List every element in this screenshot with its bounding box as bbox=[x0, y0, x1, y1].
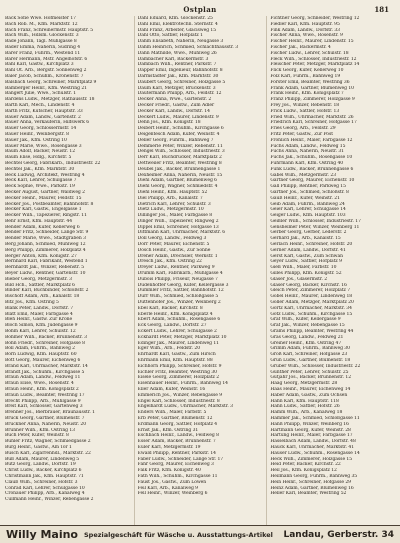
directory-entry: Bauer Adam, Landw., Gartenstr. 2 bbox=[5, 114, 81, 120]
directory-entry: Bechtel Jak., Kfm. Marktstr. 30 bbox=[5, 166, 75, 172]
directory-entry: Doll Georg, Landw., Feldweg 3 bbox=[137, 236, 207, 242]
directory-entry: Braun Ludw., Beamter, Westring 17 bbox=[5, 392, 85, 398]
directory-entry: Erb Peter, Gärtner, Blumenstr. 12 bbox=[137, 415, 213, 421]
directory-entry: Fischer Ludw., Lehrer, Schulstr. 18 bbox=[270, 50, 349, 56]
directory-entry: Burg Heinr., Gastw., Am Tor 1 bbox=[5, 444, 72, 450]
directory-entry: Göller Adam, Metzger, Marktplatz 20 bbox=[270, 300, 354, 306]
directory-entry: Hauser Ludw., Schuhm., Rosengasse 14 bbox=[270, 450, 360, 456]
directory-entry: Gieß Wilh., Maler, Farbstr. 10 bbox=[270, 265, 337, 271]
directory-entry: Fink Adam, Landw., Dorfstr. 33 bbox=[270, 27, 340, 33]
directory-entry: Dapper Emil, Ingenieur, Bahnhofstr. 8 bbox=[137, 68, 223, 74]
directory-entry: Gleich Peter, Zimmerer, Holzplatz 7 bbox=[270, 288, 351, 294]
directory-entry: Bardens Ludw., Metzger, Rathausstr. 18 bbox=[5, 97, 95, 103]
directory-entry: Graf Wilh., Küfer, Kellergasse 9 bbox=[270, 317, 341, 323]
directory-entry: Gabel Wilh., Metzgermstr. 23 bbox=[270, 172, 337, 178]
directory-entry: Busch Karl, Zigarrenhdl., Marktstr. 22 bbox=[5, 450, 91, 456]
directory-entry: Bauer Jak., Kfm. Ostring 10 bbox=[5, 137, 67, 143]
directory-entry: Göbel Heinr., Maurer, Lindenweg 18 bbox=[270, 294, 353, 300]
directory-entry: Becker August, Gärtner, Waldweg 2 bbox=[5, 189, 85, 195]
directory-entry: Christmann Jak., Kfm. Hauptstr. 71 bbox=[5, 473, 84, 479]
directory-entry: Barth Fritz, Kutscher, Hauptstr. 33 bbox=[5, 108, 83, 114]
directory-entry: Christ Ludw., Bäcker, Kirchplatz 6 bbox=[5, 468, 82, 474]
directory-entry: Deckert Ludw., Maurer, Lindenstr. 9 bbox=[137, 114, 219, 120]
directory-entry: Binder Karl, Buchbinder, Schloßstr. 2 bbox=[5, 288, 89, 294]
directory-entry: Friedrich Karl, Schreiner, Hofgasse 17 bbox=[270, 120, 357, 126]
directory-entry: Gerhard Jak., Arb., Kanalstr. 15 bbox=[270, 236, 341, 242]
directory-entry: Bärer Franz, Fuhrm., Westend 11 bbox=[5, 50, 81, 56]
directory-entry: Dresch Jak., Kfm. Ostring 22 bbox=[137, 259, 202, 265]
directory-entry: Geib Adam, Fuhrm., Bahnweg 24 bbox=[270, 201, 345, 207]
directory-entry: Funk Ludw., Bäcker, Brunnengasse 6 bbox=[270, 166, 354, 172]
directory-entry: Dahl Emil, Elektrotechn. Sternstr. 4 bbox=[137, 21, 218, 27]
directory-entry: Brück Georg, Gärtner, Blumenstr. 7 bbox=[5, 415, 85, 421]
directory-entry: Beyer Ludw., Rentner, Gartenstr. 10 bbox=[5, 271, 86, 277]
directory-entry: Eckert Ludw., Lehrer, Schulgasse 2 bbox=[137, 329, 217, 335]
directory-entry: Hamm Wilh., Arb., Kanalweg 18 bbox=[270, 410, 343, 416]
directory-entry: Hasselbach Adam, Landw., Dorfstr. 48 bbox=[270, 439, 356, 445]
directory-entry: Becker Heinr., Maurer, Feldstr. 15 bbox=[5, 195, 82, 201]
directory-entry: Bechtel Georg, Fabrikarb., Industriestr. 22 bbox=[5, 160, 101, 166]
directory-entry: Blank Peter, Landw., Dorfstr. 7 bbox=[5, 305, 74, 311]
directory-entry: Bott Georg, Maurer, Eichenweg 6 bbox=[5, 358, 81, 364]
directory-entry: Brückner Anna, Näherin, Neustr. 20 bbox=[5, 421, 87, 427]
directory-entry: Eck Georg, Landw., Dorfstr. 27 bbox=[137, 323, 207, 329]
directory-entry: Faust Jos., Gastw., Zum Löwen bbox=[137, 479, 207, 485]
directory-entry: Buß Adam, Maurer, Lindenweg 5 bbox=[5, 456, 80, 462]
directory-entry: Dubois Philipp, Friseur, Neugasse 7 bbox=[137, 276, 218, 282]
directory-entry: Groß Karl, Schreiner, Hofgasse 23 bbox=[270, 352, 348, 358]
directory-entry: Dürr Wilh., Schmied, Schloßgasse 5 bbox=[137, 294, 219, 300]
directory-entry: Enders Wilh., Maler, Farbstr. 5 bbox=[137, 410, 207, 416]
directory-entry: Dahm Elisabeth, Näherin, Neugasse 3 bbox=[137, 39, 224, 45]
directory-entry: Braun Elise, Wwe., Rosenstr. 4 bbox=[5, 381, 74, 387]
directory-entry: Fuchs Adam, Landw., Feldweg 15 bbox=[270, 143, 346, 149]
page-header bbox=[5, 4, 395, 16]
directory-entry: Geier Karl, Lehrer, Schulgasse 14 bbox=[270, 207, 346, 213]
directory-entry: Bohn Friedr., Schreiner, Hofgasse 8 bbox=[5, 340, 85, 346]
directory-entry: Boll Adam, Fuhrm., Bahnweg 2 bbox=[5, 346, 75, 352]
directory-entry: Dillinger Jos., Maler, Farbgasse 8 bbox=[137, 213, 213, 219]
directory-entry: Frank Adam, Gärtner, Blumenweg 10 bbox=[270, 85, 354, 91]
page-number: 181 bbox=[374, 5, 389, 14]
directory-entry: Beck Ludwig, Architekt, Westring 4 bbox=[5, 172, 85, 178]
directory-entry: Barth Karl, Mech., Lindenstr. 4 bbox=[5, 102, 75, 108]
directory-entry: Gläser Georg, Bäcker, Kirchstr. 16 bbox=[270, 282, 347, 288]
directory-entry: Dümmler Fritz, Sattler, Bahnhofstr. 12 bbox=[137, 288, 224, 294]
directory-entry: Eisenhauer Heinr., Fuhrm., Bahnweg 14 bbox=[137, 381, 228, 387]
directory-entry: Dahm Heinrich, Schmied, Schlachthausstr. 3 bbox=[137, 44, 239, 50]
directory-entry: Blatt Emil, Maler, Farbgasse 4 bbox=[5, 311, 73, 317]
directory-entry: Becker Jos., Postbeamter, Bahnhofstr. 8 bbox=[5, 201, 94, 207]
directory-entry: Gall Philipp, Rentner, Parkweg 15 bbox=[270, 184, 346, 190]
directory-entry: Grams Philipp, Beamter, Westring 44 bbox=[270, 329, 354, 335]
directory-entry: Beck Karl, Lehrer, Schulgasse 7 bbox=[5, 178, 77, 184]
directory-entry: Frank Heinr., Kfm. Königsplatz 7 bbox=[270, 91, 344, 97]
directory-entry: Demmerle Peter, Winzer, Rebenstr. 11 bbox=[137, 143, 223, 149]
directory-entry: Greiner Heinr., Kfm. Ostring 47 bbox=[270, 340, 342, 346]
directory-entry: Braun Adam, Landw., Feldweg 11 bbox=[5, 375, 81, 381]
directory-entry: Dittmann Karl, Uhrmacher, Marktstr. 6 bbox=[137, 230, 226, 236]
directory-entry: Fuhrmann Karl, Kfm. Ostring 40 bbox=[270, 160, 344, 166]
directory-entry: Bärer Hermann, Mstr. Angelhofstr. 6 bbox=[5, 56, 88, 62]
directory-columns bbox=[5, 16, 395, 526]
directory-entry: Breit Karl, Schlosser, Gartenweg 3 bbox=[5, 404, 83, 410]
directory-entry: Cullmann Heinr., Winzer, Rebengasse 2 bbox=[5, 497, 94, 503]
directory-entry: Dettweiler Fritz, Beamter, Westring 8 bbox=[137, 160, 222, 166]
directory-entry: Bahl Ot. Arb., Bergstr. Sonnenweg 2 bbox=[5, 68, 87, 74]
directory-entry: Conrad Karl, Lehrer, Schulgasse 10 bbox=[5, 485, 85, 491]
directory-entry: Engelhardt Ludw., Uhrmacher, Marktstr. 3 bbox=[137, 404, 233, 410]
directory-entry: Fath Wilh., Schuhm., Kirchgasse 11 bbox=[137, 473, 218, 479]
directory-entry: Bahl Karl, Gastw., Kirchplatz 3 bbox=[5, 62, 74, 68]
directory-entry: Ehrmann Emil, Kfm. Hauptstr. 88 bbox=[137, 358, 213, 364]
directory-entry: Grün Ludw., Gärtner, Blumenstr. 18 bbox=[270, 358, 351, 364]
directory-entry: Hanß Philipp, Winzer, Weinberg 16 bbox=[270, 421, 349, 427]
directory-entry: Darmstädter Jak., Kfm. Marktstr. 30 bbox=[137, 73, 219, 79]
directory-entry: Hartung Heinr., Maler, Farbgasse 17 bbox=[270, 433, 353, 439]
directory-entry: Baum Adolf, Bäcker, Neustr. 12 bbox=[5, 149, 76, 155]
directory-entry: Dreyer Ludw., Rentner, Parkweg 9 bbox=[137, 265, 215, 271]
ad-brand: Willy Maino bbox=[6, 528, 78, 541]
directory-entry: Decker Karl, Landw., Dorfstr. 14 bbox=[137, 108, 210, 114]
directory-entry: Beck Sophie, Wwe., Parkstr. 19 bbox=[5, 184, 75, 190]
directory-entry: Eberle Heinr., Kfm. Königsplatz 4 bbox=[137, 311, 213, 317]
directory-entry: Gärtner Georg, Maurer, Eichenstr. 10 bbox=[270, 178, 355, 184]
directory-entry: Dreher Adam, Drechsler, Werkstr. 1 bbox=[137, 253, 218, 259]
directory-entry: Franz Philipp, Zimmerer, Holzgasse 9 bbox=[270, 97, 355, 103]
directory-column-3 bbox=[266, 16, 395, 526]
directory-entry: Baler Jacob, Schuhm., Kronenstr. 7 bbox=[5, 73, 84, 79]
directory-entry: Haag Georg, Metzgermstr. 28 bbox=[270, 381, 338, 387]
directory-entry: Deigentesch Adam, Küfer, Weinstr. 4 bbox=[137, 131, 220, 137]
directory-entry: Becker Wilh., Tapezierer, Ringstr. 11 bbox=[5, 213, 87, 219]
directory-entry: Bade Johann, Tagl. Mühlgasse 8 bbox=[5, 39, 77, 45]
directory-entry: Bamberger Heinr., Kfm. Westring 21 bbox=[5, 85, 87, 91]
directory-entry: Haas Heinr., Maurer, Eichenweg 14 bbox=[270, 387, 351, 392]
directory-entry: Eckhardt Peter, Metzger, Marktplatz 10 bbox=[137, 334, 227, 340]
directory-entry: Folz Karl, Fuhrm., Bahnweg 19 bbox=[270, 73, 341, 79]
directory-entry: Brecht Philipp, Arb., Mühlgasse 9 bbox=[5, 398, 81, 404]
directory-entry: Grimm Adam, Fuhrm., Bahnweg 30 bbox=[270, 346, 350, 352]
directory-entry: Bieber Georg, Metzgermstr. 3 bbox=[5, 276, 72, 282]
directory-entry: Bitz Jos., Kfm. Ostring 5 bbox=[5, 300, 59, 306]
directory-entry: Hartmann Georg, Küfer, Weinstr. 28 bbox=[270, 427, 351, 433]
directory-entry: Eger Wilh., Arb., Feldstr. 20 bbox=[137, 346, 201, 352]
directory-entry: Decker Friedr., Gastw., Zum Adler bbox=[137, 102, 215, 108]
directory-entry: Dosch Heinr., Gastw., Zur Sonne bbox=[137, 247, 211, 253]
directory-entry: Eichhorn Philipp, Schreiner, Hofstr. 9 bbox=[137, 363, 222, 369]
directory-entry: Back Sofie Wwe. Hofmeister 17 bbox=[5, 16, 76, 21]
directory-entry: Hauck Karl, Uhrmacher, Marktstr. 41 bbox=[270, 444, 355, 450]
directory-entry: Berg Philipp, Zimmerer, Holzplatz 4 bbox=[5, 247, 86, 253]
directory-entry: Emmerich Jos., Winzer, Rebengasse 9 bbox=[137, 392, 223, 398]
directory-entry: Feil Karl, Arb., Kanalweg 9 bbox=[137, 485, 198, 491]
directory-entry: Gärtner Jos., Schmied, Schloßstr. 8 bbox=[270, 189, 349, 195]
directory-entry: Bender Fritz, Schneider, Lange Str. 9 bbox=[5, 230, 89, 236]
directory-entry: Dahn Mathilde, Wwe., Mühlweg 26 bbox=[137, 50, 217, 56]
directory-entry: Dehn Jos., Kfm. Königstr. 18 bbox=[137, 120, 201, 126]
directory-entry: Fischer Jak., Bäckermstr. 4 bbox=[270, 44, 331, 50]
directory-entry: Geißler Wilh., Schlosser, Industriestr. 17 bbox=[270, 218, 361, 224]
directory-entry: Dexheimer Anna, Näherin, Neustr. 15 bbox=[137, 172, 223, 178]
directory-entry: Daum Karl, Metzger, Brückenstr. 3 bbox=[137, 85, 216, 91]
directory-entry: Faber Ludw., Schneider, Lange Str. 17 bbox=[137, 456, 224, 462]
directory-entry: Dengel Wilh., Schlosser, Industriestr. 3 bbox=[137, 149, 225, 155]
directory-entry: Brand Karl, Uhrmacher, Marktstr. 14 bbox=[5, 363, 88, 369]
directory-entry: Fell Heinr., Winzer, Weinberg 6 bbox=[137, 491, 208, 497]
directory-entry: Derr Karl, Buchdrucker, Marktplatz 2 bbox=[137, 155, 222, 161]
directory-entry: Eisele Georg, Zimmerer, Holzplatz 2 bbox=[137, 375, 220, 381]
directory-entry: Böhmer Wilh., Bäcker, Brunnenstr. 3 bbox=[5, 334, 87, 340]
directory-entry: Braun Heinr., Kfm. Königsplatz 2 bbox=[5, 387, 79, 392]
page-title: Ostplan bbox=[183, 5, 217, 14]
directory-entry: Fröhlich Heinr., Maler, Farbgasse 12 bbox=[270, 137, 353, 143]
directory-entry: Dahl Eduard, Kfm. Glockenstr. 25 bbox=[137, 16, 213, 21]
directory-entry: Bauer Georg, Schlossermstr. 14 bbox=[5, 126, 77, 132]
directory-entry: Dahl Otto, Sattler, Hofplatz 1 bbox=[137, 33, 203, 39]
directory-entry: Günther Peter, Lehrer, Schulstr. 25 bbox=[270, 369, 349, 375]
directory-entry: Dambacher Karl, Bäckermstr. 3 bbox=[137, 56, 209, 62]
directory-entry: Fischer Anna, Wwe., Rosenstr. 9 bbox=[270, 33, 343, 39]
directory-entry: Baum Elise, Hdlg., Kirchstr. 5 bbox=[5, 155, 72, 161]
directory-entry: Flick Georg, Küfer, Kellerweg 10 bbox=[270, 68, 344, 74]
directory-column-2 bbox=[134, 16, 263, 526]
directory-entry: Gilles Philipp, Kfm. Königstr. 52 bbox=[270, 271, 342, 277]
directory-entry: Dudenhöffer Georg, Küfer, Kellergasse 3 bbox=[137, 282, 229, 288]
directory-entry: Drumm Karl, Fabrikarb., Mühlgasse 4 bbox=[137, 271, 223, 277]
directory-entry: Fleck Wilh., Schlosser, Industriestr. 12 bbox=[270, 56, 357, 62]
directory-entry: Gruber Wilh., Schlosser, Industriestr. 22 bbox=[270, 363, 361, 369]
directory-entry: Duttenhofer Jos., Winzer, Weinberg 2 bbox=[137, 300, 221, 306]
directory-entry: Fuchs Jak., Schuhm., Rosengasse 10 bbox=[270, 155, 353, 161]
directory-entry: Gerner Adam, Landw., Dorfstr. 41 bbox=[270, 247, 346, 253]
directory-entry: Gräf Jak., Winzer, Rebengasse 15 bbox=[270, 323, 345, 329]
directory-column-1 bbox=[5, 16, 130, 526]
directory-entry: Falk Fritz, Kfm. Königstr. 40 bbox=[137, 468, 201, 474]
directory-entry: Bender Marie, Wwe., Stadtgraben 3 bbox=[5, 236, 86, 242]
directory-entry: Becker Karl, Gastw., Engelgasse 1 bbox=[5, 207, 82, 213]
directory-entry: Ebel Karl, Bäcker, Kirchstr. 8 bbox=[137, 305, 203, 311]
ad-slogan: Spezialgeschäft für Wäsche u. Ausstattungs-Artikel bbox=[83, 530, 273, 539]
directory-entry: Edinger Jak., Maurer, Lindenweg 11 bbox=[137, 340, 219, 346]
directory-entry: Dippel Emil, Schreiner, Hofgasse 13 bbox=[137, 224, 219, 230]
directory-entry: Fleischer Peter, Metzger, Marktplatz 14 bbox=[270, 62, 360, 68]
directory-entry: Ebert Adam, Schuhm., Rosengasse 6 bbox=[137, 317, 221, 323]
directory-entry: Fichtner Georg, Schneider, Westring 12 bbox=[270, 16, 360, 21]
directory-entry: Götz Ludw., Schuhm., Kirchgasse 15 bbox=[270, 311, 353, 317]
directory-entry: Decker Anna, Wwe., Gartenstr. 2 bbox=[137, 97, 212, 103]
footer-advertisement bbox=[0, 525, 400, 543]
directory-entry: Diel Philipp, Arb., Kanalstr. 7 bbox=[137, 195, 203, 201]
directory-entry: Ernst Jak., Kfm. Ostring 31 bbox=[137, 427, 199, 433]
directory-entry: Gauß Heinr., Küfer, Weinstr. 21 bbox=[270, 195, 340, 201]
directory-entry: Dietz Ludw., Metzgermstr. 10 bbox=[137, 207, 204, 213]
directory-entry: Bild Hch., Sattler, Marktplatz 6 bbox=[5, 282, 75, 288]
directory-entry: Cronauer Philipp, Arb., Kanalweg 4 bbox=[5, 491, 85, 497]
directory-entry: Deubel Jak., Bäcker, Brunnengasse 1 bbox=[137, 166, 221, 172]
directory-entry: Bernhard Karl, Fabrikant, Westend 1 bbox=[5, 259, 88, 265]
directory-entry: Bender Adam, Küfer, Kellerweg 6 bbox=[5, 224, 80, 230]
directory-entry: Ehrhardt Karl, Gastw., Zum Hirsch bbox=[137, 352, 216, 358]
directory-entry: Brenner Jos., Bierbrauer, Brauhausstr. 1 bbox=[5, 410, 95, 416]
directory-entry: Fuchs Anna, Näherin, Neustr. 31 bbox=[270, 149, 344, 155]
directory-entry: Haber Adam, Gastw., Zum Ochsen bbox=[270, 392, 348, 398]
directory-entry: Gensheimer Peter, Winzer, Weinberg 11 bbox=[270, 224, 360, 230]
directory-entry: Hein Heinr., Schreiner, Hofgasse 29 bbox=[270, 479, 351, 485]
directory-entry: Deibert Heinr., Schuhm., Kirchgasse 6 bbox=[137, 126, 224, 132]
directory-entry: Gutjahr Jos., Bäcker, Brunnenstr. 12 bbox=[270, 375, 352, 381]
directory-entry: Heil Jos., Kfm. Königsplatz 12 bbox=[270, 468, 337, 474]
directory-entry: Brandt Jak., Schuhm., Kirchgasse 5 bbox=[5, 369, 85, 375]
directory-entry: Frey Jos., Winzer, Rebenstr. 18 bbox=[270, 102, 340, 108]
directory-entry: Fried Wilh., Uhrmacher, Marktstr. 26 bbox=[270, 114, 354, 120]
directory-entry: Böhm Karl, Lehrer, Schulstr. 12 bbox=[5, 329, 76, 335]
directory-entry: Born Ludwig, Kfm. Hauptstr. 60 bbox=[5, 352, 77, 358]
directory-entry: Dahl Franz, Arbeiter, Glacisweg 15 bbox=[137, 27, 217, 33]
directory-entry: Bach Franz, Schreinermstr. Hauptstr. 5 bbox=[5, 27, 94, 33]
directory-entry: Deller Georg, Fuhrm., Bahnweg 7 bbox=[137, 137, 214, 143]
directory-entry: Gerber Georg, Gerber, Lederstr. 2 bbox=[270, 230, 347, 236]
directory-entry: Bangert Julie, Wwe., Schulstr. 1 bbox=[5, 91, 77, 97]
directory-entry: Geyer Ludw., Sattler, Hofplatz 9 bbox=[270, 259, 342, 265]
ad-address: Landau, Gerberstr. 34 bbox=[283, 529, 394, 540]
directory-entry: Diehl Adam, Gärtner, Blumenweg 6 bbox=[137, 178, 217, 184]
directory-entry: Eschbach Heinr., Landw., Feldweg 8 bbox=[137, 433, 219, 439]
directory-entry: Fritz Peter, Gastw., Zur Post bbox=[270, 131, 333, 137]
directory-entry: Engel Karl, Schlosser, Industriestr. 8 bbox=[137, 398, 220, 404]
directory-entry: Berger Anton, Kfm. Königstr. 27 bbox=[5, 253, 77, 259]
directory-entry: Gerst Karl, Gastw., Zum Schwan bbox=[270, 253, 343, 259]
directory-entry: Diehl Georg, Wagner, Schmiedstr. 4 bbox=[137, 184, 218, 190]
directory-entry: Dautermann Philipp, Arb., Feldstr. 12 bbox=[137, 91, 222, 97]
directory-entry: Eichler Fritz, Beamter, Westring 30 bbox=[137, 369, 217, 375]
directory-entry: Bleh Heinr., Gastw. Zur Krone bbox=[5, 317, 73, 323]
directory-entry: Brunner Wilh., Kfm. Ostring 13 bbox=[5, 427, 75, 433]
directory-entry: Dinger Wilh., Tapezierer, Ringweg 2 bbox=[137, 218, 219, 224]
directory-entry: Görtz Karl, Uhrmacher, Marktstr. 34 bbox=[270, 305, 352, 311]
directory-entry: Esser Adam, Bäcker, Brunnenstr. 7 bbox=[137, 439, 216, 445]
directory-entry: Bernhardt Jak., Winzer, Rebenstr. 5 bbox=[5, 265, 85, 271]
directory-entry: Forster Emil, Beamter, Westring 36 bbox=[270, 79, 350, 85]
directory-entry: Bach Wilh., Hdlsm. Glockenstr. 3 bbox=[5, 33, 79, 39]
directory-entry: Fahr Georg, Maurer, Eichenweg 3 bbox=[137, 462, 214, 468]
directory-entry: Eller Adam, Küfer, Weinstr. 16 bbox=[137, 387, 206, 392]
directory-entry: Glaser Jos., Glasermstr. 2 bbox=[270, 276, 328, 282]
directory-entry: Buch Peter, Küfer, Weinstr. 8 bbox=[5, 433, 69, 439]
directory-entry: Bühler Fritz, Wagner, Schmiedgasse 2 bbox=[5, 439, 91, 445]
directory-entry: Hammer Jak., Schmied, Schloßgasse 11 bbox=[270, 415, 360, 421]
directory-entry: Diehl Heinr., Kfm. Hauptstr. 52 bbox=[137, 189, 208, 195]
directory-entry: Hahn Karl, Kfm. Hauptstr. 118 bbox=[270, 398, 339, 404]
directory-entry: Dörr Peter, Maurer, Eichenstr. 5 bbox=[137, 242, 210, 248]
directory-entry: Frick Ludw., Sattler, Hofstr. 13 bbox=[270, 108, 340, 114]
directory-entry: Geiger Ludw., Kfm. Hauptstr. 103 bbox=[270, 213, 346, 219]
directory-entry: Fries Georg, Arb., Feldstr. 29 bbox=[270, 126, 336, 132]
directory-entry: Erdmann Georg, Sattler, Hofplatz 4 bbox=[137, 421, 218, 427]
directory-entry: Heid Peter, Bäcker, Kirchstr. 22 bbox=[270, 462, 341, 468]
directory-entry: Bäder Emma, Näherin, Südring 4 bbox=[5, 44, 81, 50]
directory-entry: Fiedler Karl, Kfm. Hauptstr. 95 bbox=[270, 21, 340, 27]
directory-entry: Heinz Adam, Gärtner, Blumenweg 16 bbox=[270, 485, 354, 491]
directory-entry: Behr Ernst, Kfm. Hauptstr. 44 bbox=[5, 218, 73, 224]
directory-entry: Bauer Anna, Verkäuferin, Hilfswerk 6 bbox=[5, 120, 90, 126]
directory-entry: Dambach Wilh., Rentner, Parkstr. 7 bbox=[137, 62, 217, 68]
directory-entry: Ewald Philipp, Rentner, Parkstr. 14 bbox=[137, 450, 216, 456]
directory-entry: Gerlach Heinr., Schreiner, Hofstr. 20 bbox=[270, 242, 353, 248]
directory-entry: Balsbach Georg, Schreiner, Marktplatz 9 bbox=[5, 79, 97, 85]
directory-entry: Daubert Georg, Schreiner, Holzgasse 5 bbox=[137, 79, 226, 85]
directory-entry: Heck Wilh., Zimmerer, Holzgasse 15 bbox=[270, 456, 353, 462]
directory-entry: Dietrich Karl, Lehrer, Schulstr. 3 bbox=[137, 201, 211, 207]
directory-entry: Bloch Simon, Kfm. Judengasse 9 bbox=[5, 323, 78, 329]
directory-entry: Fischer Heinr., Maurer, Lindenstr. 15 bbox=[270, 39, 354, 45]
directory-entry: Bischoff Adam, Arb., Kanalstr. 18 bbox=[5, 294, 80, 300]
directory-entry: Bauer Heinr., Weinbergstr. 8 bbox=[5, 131, 69, 137]
directory-entry: Bach Rob. M., Kfm. Marktstr. 12 bbox=[5, 21, 78, 27]
directory-entry: Bauer Marie, Wwe., Rosengasse 3 bbox=[5, 143, 82, 149]
directory-entry: Heller Karl, Beamter, Westring 52 bbox=[270, 491, 347, 497]
directory-entry: Gras Georg, Landw., Feldweg 21 bbox=[270, 334, 344, 340]
directory-entry: Euler Karl, Metzgermstr. 19 bbox=[137, 444, 201, 450]
directory-entry: Heilmann Georg, Fuhrm., Bahnweg 35 bbox=[270, 473, 358, 479]
directory-entry: Hahn Ludw., Sattler, Hofstr. 26 bbox=[270, 404, 340, 410]
directory-entry: Butz Georg, Landw., Dorfstr. 19 bbox=[5, 462, 76, 468]
directory-entry: Clauß Wilh., Schreiner, Hofstr. 3 bbox=[5, 479, 78, 485]
directory-entry: Berg Johann, Schmied, Mühlweg 12 bbox=[5, 242, 86, 248]
